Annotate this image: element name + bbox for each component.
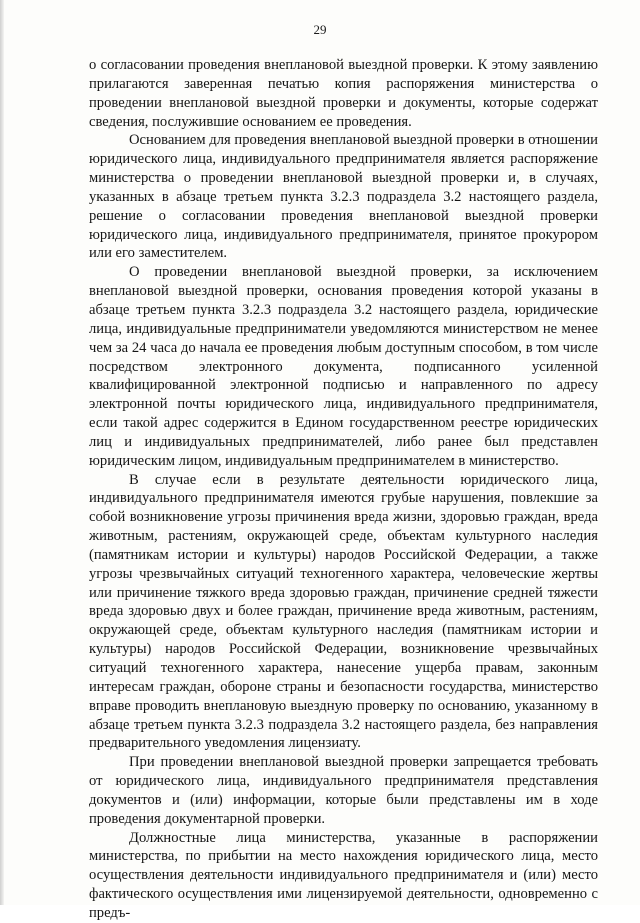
- paragraph: О проведении внеплановой выездной проверки, за исключением внеплановой выездной проверки, основания проведения которой указаны в абзаце третьем пункта 3.2.3 подраздела 3.2 настоящего раздела, юридические лица, индивидуальные предприниматели уведомляются министерством не менее чем за 24 часа до начала ее проведения любым доступным способом, в том числе посредством электронного документа, подписанного усиленной квалифицированной электронной подписью и направленного по адресу электронной почты юридического лица, индивидуального предпринимателя, если такой адрес содержится в Едином государственном реестре юридических лиц и индивидуальных предпринимателей, либо ранее был представлен юридическим лицом, индивидуальным предпринимателем в министерство.: [89, 264, 598, 469]
- scan-edge: [0, 0, 4, 905]
- page-number: 29: [313, 22, 327, 37]
- paragraph: Основанием для проведения внеплановой выездной проверки в отношении юридического лица, индивидуального предпринимателя является распоряжение министерства о проведении внеплановой выездной проверки и, в случаях, указанных в абзаце третьем пункта 3.2.3 подраздела 3.2 настоящего раздела, решение о согласовании проведения внеплановой выездной проверки юридического лица, индивидуального предпринимателя, принятое прокурором или его заместителем.: [89, 132, 598, 262]
- paragraph-continuation: о согласовании проведения внеплановой выездной проверки. К этому заявлению прилагаются заверенная печатью копия распоряжения министерства о проведении внеплановой выездной проверки и документы, которые содержат сведения, послужившие основанием ее проведения.: [89, 57, 598, 130]
- paragraph: В случае если в результате деятельности юридического лица, индивидуального предпринимателя имеются грубые нарушения, повлекшие за собой возникновение угрозы причинения вреда жизни, здоровью граждан, вреда животным, растениям, окружающей среде, объектам культурного наследия (памятникам истории и культуры) народов Российской Федерации, а также угрозы чрезвычайных ситуаций техногенного характера, человеческие жертвы или причинение тяжкого вреда здоровью граждан, причинение средней тяжести вреда здоровью двух и более граждан, причинение вреда животным, растениям, окружающей среде, объектам культурного наследия (памятникам истории и культуры) народов Российской Федерации, возникновение чрезвычайных ситуаций техногенного характера, нанесение ущерба правам, законным интересам граждан, обороне страны и безопасности государства, министерство вправе проводить внеплановую выездную проверку по основанию, указанному в абзаце третьем пункта 3.2.3 подраздела 3.2 настоящего раздела, без направления предварительного уведомления лицензиату.: [89, 471, 598, 752]
- paragraph: При проведении внеплановой выездной проверки запрещается требовать от юридического лица, индивидуального предпринимателя представления документов и (или) информации, которые были представлены им в ходе проведения документарной проверки.: [89, 754, 598, 827]
- document-body: [89, 56, 598, 923]
- paragraph: Должностные лица министерства, указанные в распоряжении министерства, по прибытии на место нахождения юридического лица, место осуществления деятельности индивидуального предпринимателя и (или) место фактического осуществления ими лицензируемой деятельности, одновременно с предъ-: [89, 829, 598, 921]
